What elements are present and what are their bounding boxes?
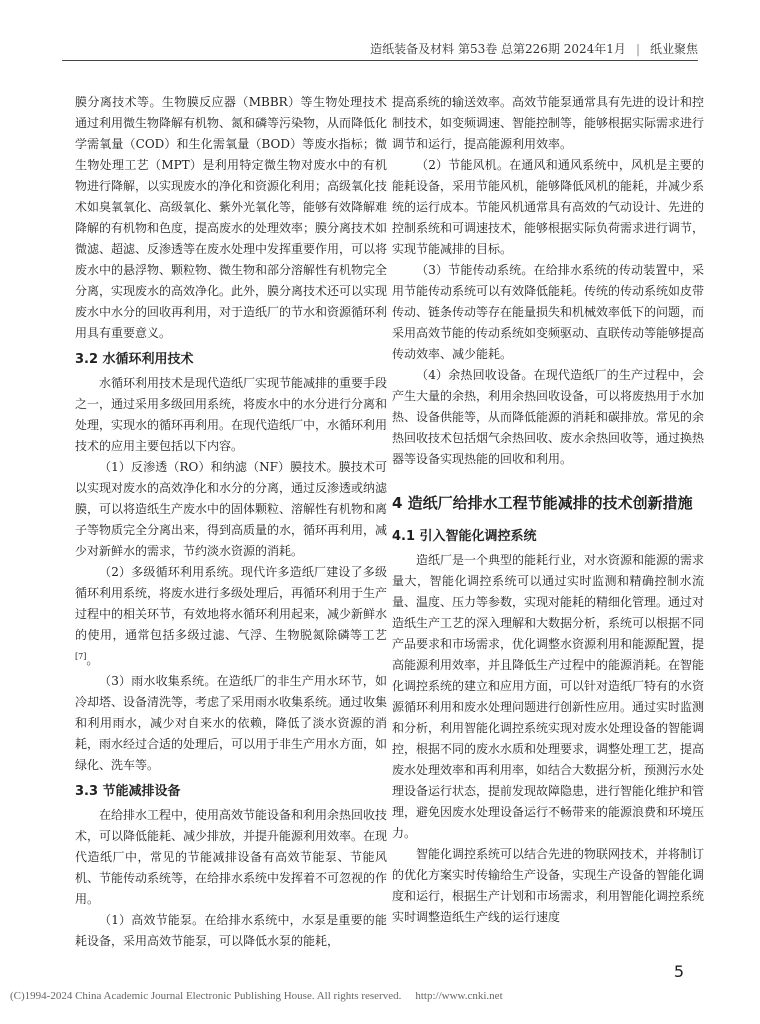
paragraph: （2）节能风机。在通风和通风系统中，风机是主要的能耗设备，采用节能风机，能够降低风机的能耗，并减少系统的运行成本。节能风机通常具有高效的气动设计、先进的控制系统和可调速技术，能够根据实际负荷需求进行调节，实现节能减排的目标。 (392, 158, 705, 256)
right-column (392, 92, 704, 928)
paragraph: 造纸厂是一个典型的能耗行业，对水资源和能源的需求量大，智能化调控系统可以通过实时监测和精确控制水流量、温度、压力等参数，实现对能耗的精细化管理。通过对造纸生产工艺的深入理解和大数据分析，系统可以根据不同产品要求和市场需求，优化调整水资源利用和能源配置，提高能源利用效率，并且降低生产过程中的能源消耗。在智能化调控系统的建立和应用方面，可以针对造纸厂特有的水资源循环利用和废水处理问题进行创新性应用。通过实时监测和分析，利用智能化调控系统实现对废水处理设备的智能调控，根据不同的废水水质和处理要求，调整处理工艺，提高废水处理效率和再利用率，如结合大数据分析，预测污水处理设备运行状态，提前发现故障隐患，进行智能化维护和管理，避免因废水处理设备运行不畅带来的能源浪费和环境压力。 (392, 553, 705, 840)
copyright-footer (10, 990, 503, 1002)
paragraph: 在给排水工程中，使用高效节能设备和利用余热回收技术，可以降低能耗、减少排放，并提升能源利用效率。在现代造纸厂中，常见的节能减排设备有高效节能泵、节能风机、节能传动系统等，在给排水系统中发挥着不可忽视的作用。 (75, 808, 388, 906)
paragraph: 水循环利用技术是现代造纸厂实现节能减排的重要手段之一，通过采用多级回用系统，将废水中的水分进行分离和处理，实现水的循环再利用。在现代造纸厂中，水循环利用技术的应用主要包括以下内容。 (75, 376, 388, 453)
footer-url[interactable]: http://www.cnki.net (415, 990, 503, 1002)
citation-ref: [7] (75, 652, 87, 661)
paragraph-text: 。 (86, 653, 99, 667)
paragraph: （3）雨水收集系统。在造纸厂的非生产用水环节，如冷却塔、设备清洗等，考虑了采用雨水收集系统。通过收集和利用雨水，减少对自来水的依赖，降低了淡水资源的消耗，雨水经过合适的处理后，可以用于非生产用水方面，如绿化、洗车等。 (75, 674, 388, 772)
left-column (75, 92, 387, 952)
paragraph-text: （2）多级循环利用系统。现代许多造纸厂建设了多级循环利用系统，将废水进行多级处理后，再循环利用于生产过程中的相关环节，有效地将水循环利用起来，减少新鲜水的使用，通常包括多级过滤、气浮、生物脱氮除磷等工艺 (75, 565, 388, 642)
paragraph (75, 562, 387, 671)
paragraph: （1）反渗透（RO）和纳滤（NF）膜技术。膜技术可以实现对废水的高效净化和水分的分离，通过反渗透或纳滤膜，可以将造纸生产废水中的固体颗粒、溶解性有机物和离子等物质完全分离出来，得到高质量的水，循环再利用，减少对新鲜水的需求，节约淡水资源的消耗。 (75, 460, 388, 558)
column-name: 纸业聚焦 (649, 42, 698, 56)
paragraph: 智能化调控系统可以结合先进的物联网技术，并将制订的优化方案实时传输给生产设备，实现生产设备的智能化调度和运行，根据生产计划和市场需求，利用智能化调控系统实时调整造纸生产线的运行速度 (392, 847, 705, 924)
section-heading-4-1: 4.1 引入智能化调控系统 (392, 529, 537, 544)
page-number: 5 (673, 962, 684, 981)
paragraph: （1）高效节能泵。在给排水系统中，水泵是重要的能耗设备，采用高效节能泵，可以降低水泵的能耗， (75, 913, 387, 948)
copyright-text: (C)1994-2024 China Academic Journal Electronic Publishing House. All rights reserved. (10, 990, 402, 1002)
paragraph: （4）余热回收设备。在现代造纸厂的生产过程中，会产生大量的余热，利用余热回收设备，可以将废热用于水加热、设备供能等，从而降低能源的消耗和碳排放。常见的余热回收技术包括烟气余热回收、废水余热回收等，通过换热器等设备实现热能的回收和利用。 (392, 368, 705, 466)
paragraph: 提高系统的输送效率。高效节能泵通常具有先进的设计和控制技术，如变频调速、智能控制等，能够根据实际需求进行调节和运行，提高能源利用效率。 (392, 95, 705, 151)
section-heading-3-3: 3.3 节能减排设备 (75, 784, 181, 799)
section-heading-4: 4 造纸厂给排水工程节能减排的技术创新措施 (392, 494, 693, 512)
section-heading-3-2: 3.2 水循环利用技术 (75, 352, 194, 367)
running-header: 造纸装备及材料 第53卷 总第226期 2024年1月 | 纸业聚焦 (62, 38, 698, 61)
journal-info: 造纸装备及材料 第53卷 总第226期 2024年1月 (370, 42, 626, 56)
paragraph: 膜分离技术等。生物膜反应器（MBBR）等生物处理技术通过利用微生物降解有机物、氮和磷等污染物，从而降低化学需氧量（COD）和生化需氧量（BOD）等废水指标；微生物处理工艺（MPT）是利用特定微生物对废水中的有机物进行降解，以实现废水的净化和资源化利用；高级氧化技术如臭氧氧化、高级氧化、紫外光氧化等，能够有效降解难降解的有机物和色度，提高废水的处理效率；膜分离技术如微滤、超滤、反渗透等在废水处理中发挥重要作用，可以将废水中的悬浮物、颗粒物、微生物和部分溶解性有机物完全分离，实现废水的高效净化。此外，膜分离技术还可以实现废水中水分的回收再利用，对于造纸厂的节水和资源循环利用具有重要意义。 (75, 95, 388, 340)
paragraph: （3）节能传动系统。在给排水系统的传动装置中，采用节能传动系统可以有效降低能耗。传统的传动系统如皮带传动、链条传动等存在能量损失和机械效率低下的问题，而采用高效节能的传动系统如变频驱动、直联传动等能够提高传动效率、减少能耗。 (392, 263, 705, 361)
